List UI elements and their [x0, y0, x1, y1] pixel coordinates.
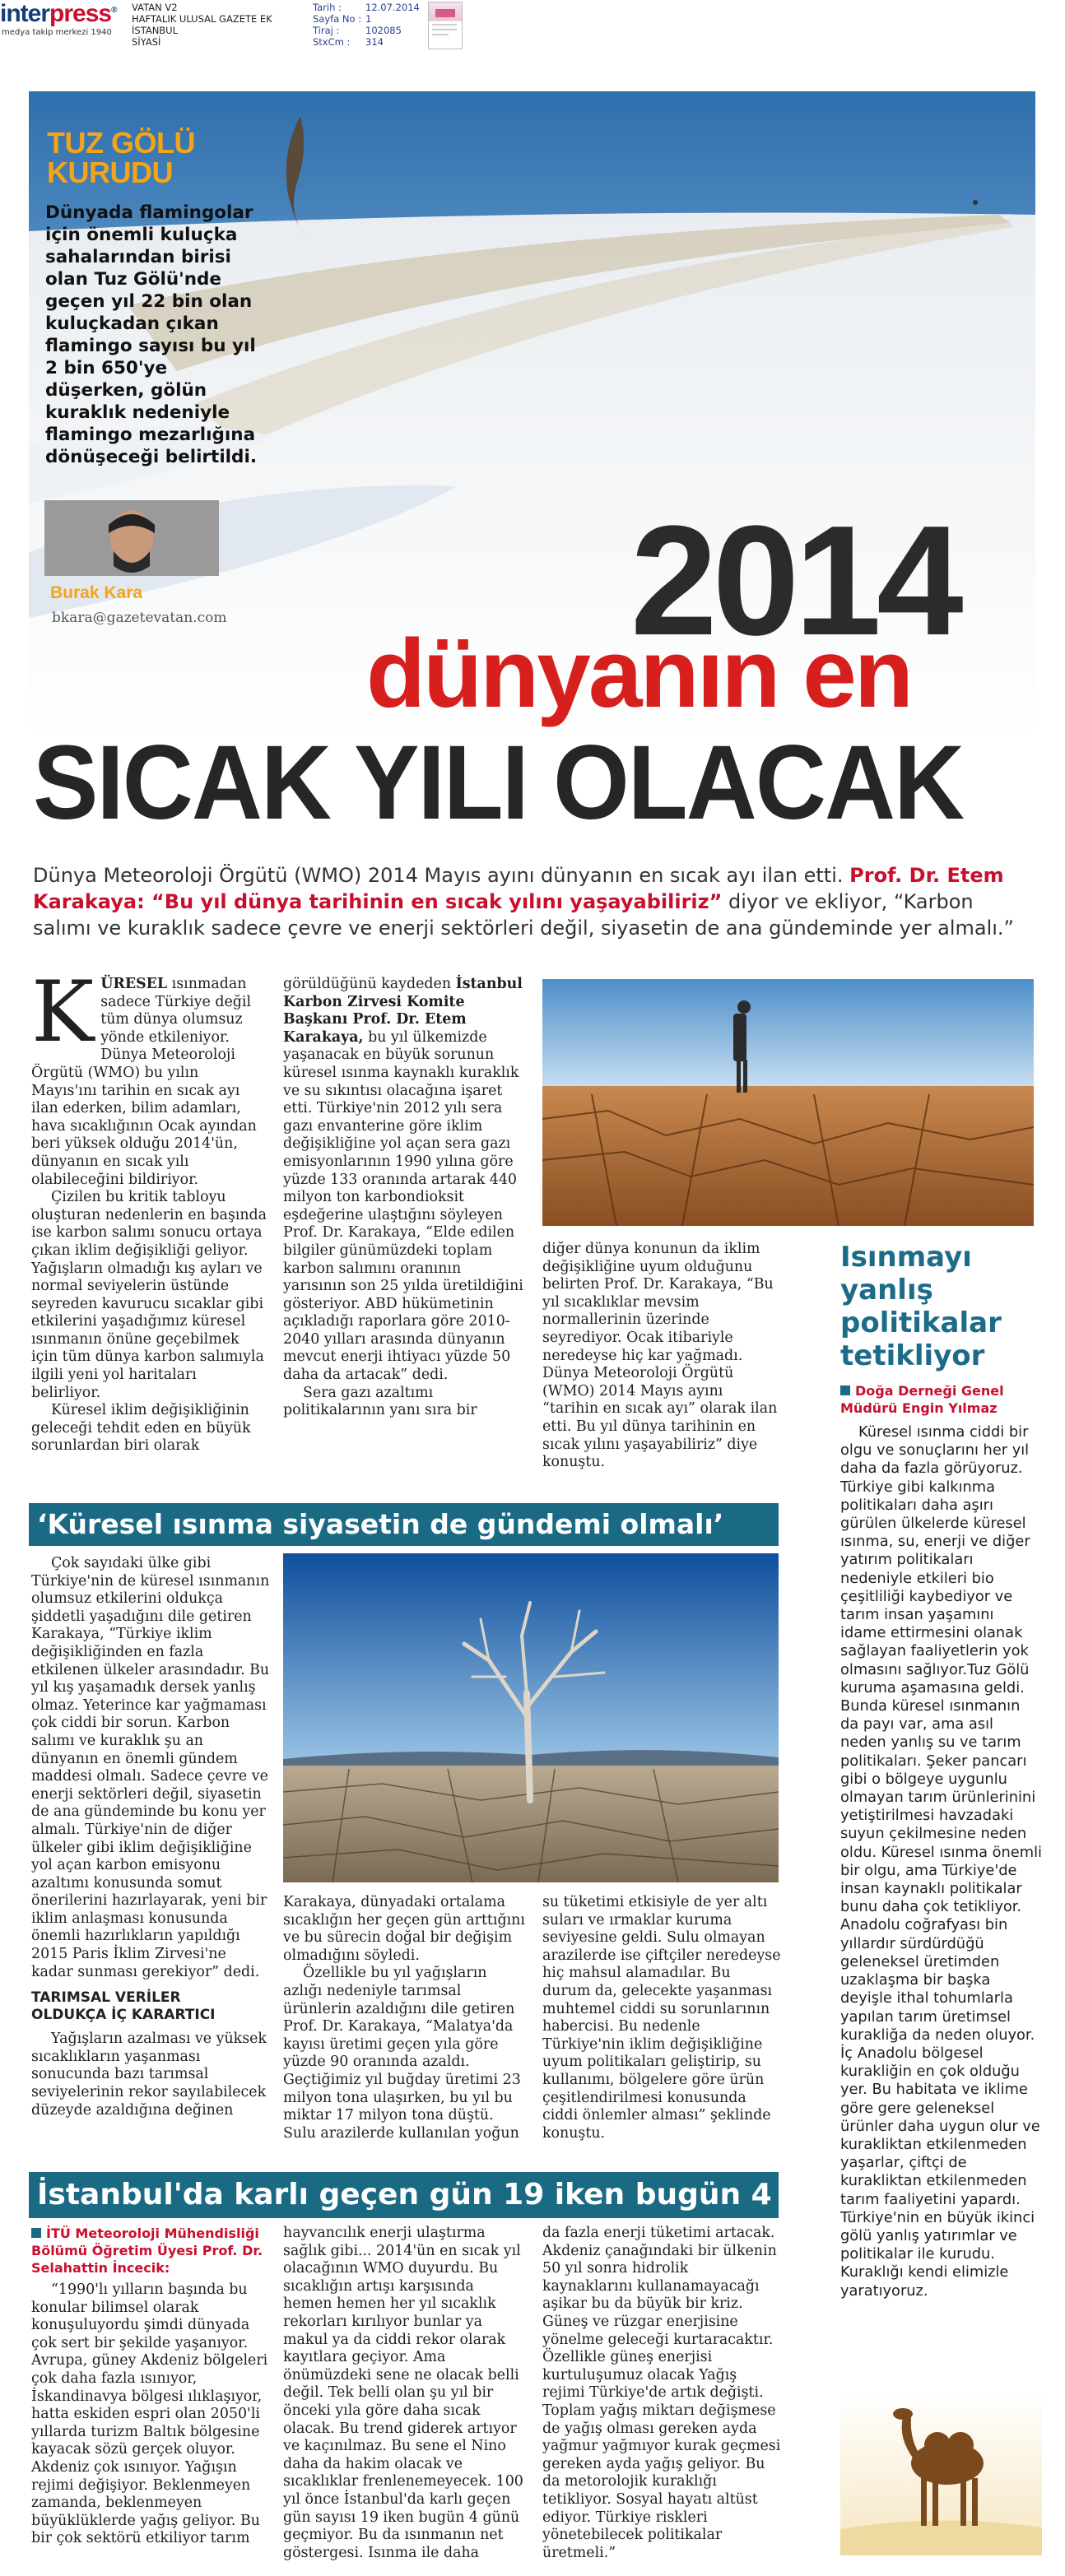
headline-main: SICAK YILI OLACAK: [33, 724, 964, 842]
kicker-lead: Dünyada flamingolar için önemli kuluçka sahalarından birisi olan Tuz Gölü'nde geçen yıl 22 bin olan kuluçkadan çıkan flamingo sayısı bu yıl 2 bin 650'ye düşerken, gölün kuraklık nedeniyle flamingo mezarlığına dönüşeceği belirtildi.: [45, 202, 257, 467]
square-bullet-icon: [31, 2228, 41, 2238]
author-email[interactable]: bkara@gazetevatan.com: [52, 610, 227, 626]
article1-col2: görüldüğünü kaydeden İstanbul Karbon Zirvesi Komite Başkanı Prof. Dr. Etem Karakaya, bu yıl ülkemizde yaşanacak en büyük sorunun küresel ısınma kaynaklı kuraklık ve su sıkıntısı olacağına işaret etti. Türkiye'nin 2012 yılı sera gazı envanterine göre iklim değişikliğine yol açan sera gazı emisyonlarının 1990 yılına göre yüzde 133 oranında artarak 440 milyon ton karbondioksit eşdeğerine ulaştığını söyleyen Prof. Dr. Karakaya, “Elde edilen bilgiler günümüzdeki toplam karbon salımını oranının yarısının son 25 yılda üretildiğini gösteriyor. ABD hükümetinin açıkladığı raporlara göre 2010-2040 yılları arasında dünyanın mevcut enerji ihtiyacı yüzde 50 daha da artacak” dedi. Sera gazı azaltımı politikalarının yanı sıra bir: [283, 976, 523, 1419]
article2-col3: su tüketimi etkisiyle de yer altı suları ve ırmaklar kuruma seviyesine geldi. Sulu olmayan arazilerde ise çiftçiler neredeyse hiç mahsul alamadılar. Bu durum da, gelecekte yaşanması muhtemel ciddi su sorunlarının habercisi. Bu nedenle Türkiye'nin iklim değişikliğine uyum politikaları geliştirip, su kullanımı, bölgelere göre ürün çeşitlendirilmesi konusunda ciddi önlemler alması” şeklinde konuştu.: [542, 1894, 781, 2142]
article3-col1: İTÜ Meteoroloji Mühendisliği Bölümü Öğretim Üyesi Prof. Dr. Selahattin İncecik: “1990'lı yılların başında bu konular bilimsel olarak konuşuluyordu şimdi dünyada çok sert bir şekilde yaşanıyor. Avrupa, güney Akdeniz bölgeleri çok daha fazla ısınıyor, İskandinavya bölgesi ılıklaşıyor, hatta eskiden espri olan 2050'li yıllarda turizm Baltık bölgesine kayacak sözü gerçek oluyor. Akdeniz çok ısınıyor. Yağışın rejimi değişiyor. Beklenmeyen zamanda, beklenmeyen büyüklüklerde yağış geliyor. Bu bir çok sektörü etkiliyor tarım: [31, 2225, 270, 2548]
headline-year: 2014: [630, 494, 959, 668]
author-photo: [44, 500, 219, 576]
article2-col1: Çok sayıdaki ülke gibi Türkiye'nin de küresel ısınmanın olumsuz etkilerini oldukça şiddetli yaşadığını dile getiren Karakaya, “Türkiye iklim değişikliğinden en fazla etkilenen ülkeler arasındadır. Bu yıl kış yaşamadık dersek yanlış olmaz. Yeterince kar yağmaması çok ciddi bir sorun. Karbon salımı ve kuraklık şu an dünyanın en önemli gündem maddesi olmalı. Sadece çevre ve enerji sektörleri değil, siyasetin de ana gündeminde bu konu yer almalı. Türkiye'nin de diğer ülkeler gibi iklim değişikliğine yol açan karbon emisyonu azaltımı konusunda somut önerilerini hazırlayarak, yeni bir iklim anlaşması konusunda önemli hazırlıkların yapıldığı 2015 Paris İklim Zirvesi'ne kadar sunması gerekiyor” dedi. TARIMSAL VERİLER OLDUKÇA İÇ KARARTICI Yağışların azalması ve yüksek sıcaklıkların yaşanması sonucunda bazı tarımsal seviyelerinin rekor sayılabilecek düzeyde azaldığına değinen: [31, 1555, 270, 2119]
pub-line: VATAN V2: [132, 2, 178, 13]
logo-tagline: medya takip merkezi 1940: [2, 28, 112, 37]
meta-label: Tarih: [313, 2, 336, 13]
meta-value: 1: [365, 13, 372, 25]
article3-col3: da fazla enerji tüketimi artacak. Akdeniz çanağındaki bir ülkenin 50 yıl sonra hidrolik kaynaklarını kullanamayacağı aşikar bu da büyük bir kriz. Güneş ve rüzgar enerjisine yönelme geleceği kurtaracaktır. Özellikle güneş enerjisi kurtuluşumuz olacak Yağış rejimi Türkiye'de artık değişti. Toplam yağış miktarı değişmese de yağış olması gereken ayda yağmur yağmıyor kurak geçmesi gereken ayda yağış geliyor. Bu da metorolojik kuraklığı tetikliyor. Sosyal hayatı altüst ediyor. Türkiye riskleri yönetebilecek politikalar üretmeli.”: [542, 2225, 781, 2561]
hero-photo: [29, 91, 1035, 741]
meta-label: StxCm: [313, 36, 344, 48]
page-thumbnail: [428, 2, 463, 49]
meta-value: 102085: [365, 25, 402, 36]
dead-tree-photo: [283, 1553, 779, 1882]
meta-value: 314: [365, 36, 384, 48]
publication-info: [132, 2, 272, 48]
subline: Dünya Meteoroloji Örgütü (WMO) 2014 Mayıs ayını dünyanın en sıcak ayı ilan etti. Prof. Dr. Etem Karakaya: “Bu yıl dünya tarihinin en sıcak yılını yaşayabiliriz” diyor ve ekliyor, “Karbon salımı ve kuraklık sadece çevre ve enerji sektörleri değil, siyasetin de ana gündeminde yer almalı.”: [33, 864, 1014, 940]
pub-line: SİYASİ: [132, 36, 161, 48]
article1-col3: diğer dünya konunun da iklim değişikliğine uyum olduğunu belirten Prof. Dr. Karakaya, “Bu yıl sıcaklıklar mevsim normallerinin üzerinde seyrediyor. Ocak itibariyle neredeyse hiç kar yağmadı. Dünya Meteoroloji Örgütü (WMO) 2014 Mayıs ayını “tarihin en sıcak ayı” olarak ilan etti. Bu yıl dünya tarihinin en sıcak yılını yaşayabiliriz” diye konuştu.: [542, 1241, 778, 1471]
article2-col2: Karakaya, dünyadaki ortalama sıcaklığın her geçen gün arttığını ve bu sürecin doğal bir değişim olmadığını söyledi. Özellikle bu yıl yağışların azlığı nedeniyle tarımsal ürünlerin azaldığını dile getiren Prof. Dr. Karakaya, “Malatya'da kayısı üretimi geçen yıla göre yüzde 90 oranında azaldı. Geçtiğimiz yıl buğday üretimi 23 milyon tona ulaşırken, bu yıl bu miktar 17 milyon tona düştü. Sulu arazilerde kullanılan yoğun: [283, 1894, 525, 2142]
sidebar-text: Küresel ısınma ciddi bir olgu ve sonuçlarını her yıl daha da fazla görüyoruz. Türkiye gibi kalkınma politikaları daha aşırı gürülen ülkelerde küresel ısınma, su, enerji ve diğer yatırım politikaları nedeniyle etkileri bio çeşitliliği kaybediyor ve tarım insan yaşamını idame ettirmesini olanak sağlayan faaliyetlerin yok olmasını sağlıyor.Tuz Gölü kuruma aşamasına geldi. Bunda küresel ısınmanın da payı var, ama asıl neden yanlış su ve tarım politikaları. Şeker pancarı gibi o bölgeye uygunlu olmayan tarım ürünlerinini yetiştirilmesi havzadaki suyun çekilmesine neden oldu. Küresel ısınma önemli bir olgu, ama Türkiye'de insan kaynaklı politikalar bunu daha çok tetikliyor. Anadolu coğrafyası bin yıllardır sürdürdüğü geleneksel üretimden uzaklaşma bir başka deyişle ithal tohumlarla yapılan tarım üretimsel kurakliğa da neden oluyor. İç Anadolu bölgesel kurakliğin en çok olduğu yer. Bu habitata ve iklime göre gere geleneksel ürünler daha uygun olur ve kurakliktan etkilenmeden yaşarlar, çiftçi de kurakliktan etkilenmeden tarım faaliyetini yapardı. Türkiye'nin en büyük ikinci gölü yanlış yatırımlar ve politikalar ile kurudu. Kuraklığı kendi elimizle yaratıyoruz.: [840, 1423, 1042, 2300]
sidebar-byline: Doğa Derneği Genel Müdürü Engin Yılmaz: [840, 1383, 1004, 1416]
pub-line: İSTANBUL: [132, 25, 179, 36]
pub-line: HAFTALIK ULUSAL GAZETE EK: [132, 13, 272, 25]
kicker-title: TUZ GÖLÜ KURUDU: [47, 126, 195, 189]
drought-photo: [542, 979, 1034, 1226]
cracked-earth-photo: [542, 979, 1034, 1226]
article3-byline: İTÜ Meteoroloji Mühendisliği Bölümü Öğretim Üyesi Prof. Dr. Selahattin İncecik:: [31, 2226, 263, 2276]
interpress-logo: interpress®: [0, 0, 117, 27]
camel-illustration: [840, 2389, 1042, 2555]
sidebar: [840, 1241, 1042, 2300]
camel-icon: [840, 2389, 1042, 2555]
author-name: Burak Kara: [50, 583, 143, 602]
meta-label: Sayfa No: [313, 13, 356, 25]
meta-values: [365, 2, 420, 48]
author-portrait-icon: [44, 500, 219, 576]
subhead-agriculture: TARIMSAL VERİLER OLDUKÇA İÇ KARARTICI: [31, 1989, 216, 2024]
banner-climate-politics: ‘Küresel ısınma siyasetin de gündemi olmalı’: [29, 1503, 779, 1546]
subline-quote: Prof. Dr. Etem Karakaya: “Bu yıl dünya tarihinin en sıcak yılını yaşayabiliriz”: [33, 864, 1004, 913]
meta-value: 12.07.2014: [365, 2, 420, 13]
banner-istanbul-snow: İstanbul'da karlı geçen gün 19 iken bugün 4: [29, 2172, 779, 2218]
sidebar-title: Isınmayı yanlış politikalar tetikliyor: [840, 1241, 1002, 1372]
dead-tree-icon: [283, 1553, 779, 1882]
square-bullet-icon: [840, 1385, 850, 1395]
dropcap: K: [31, 963, 95, 1061]
meta-labels: Tarih : Sayfa No : Tiraj : StxCm :: [313, 2, 362, 48]
headline-red: dünyanın en: [366, 620, 911, 728]
article3-col2: hayvancılık enerji ulaştırma sağlık gibi... 2014'ün en sıcak yıl olacağının WMO duyurdu. Bu sıcaklığın artışı karşısında hemen hemen her yıl sıcaklık rekorları kırılıyor bunlar ya makul ya da ciddi rekor olarak kayıtlara geçiyor. Ama önümüzdeki sene ne olacak belli değil. Tek belli olan şu yıl bir önceki yıla göre daha sıcak olacak. Bu trend giderek artıyor ve kaçınılmaz. Bu sene el Nino daha da hakim olacak ve sıcaklıklar frenlenemeyecek. 100 yıl önce İstanbul'da karlı geçen gün sayısı 19 iken bugün 4 günü geçmiyor. Bu da ısınmanın net göstergesi. Isınma ile daha: [283, 2225, 523, 2561]
meta-label: Tiraj: [313, 25, 333, 36]
article1-col1: K ÜRESEL ısınmadan sadece Türkiye değil tüm dünya olumsuz yönde etkileniyor. Dünya Meteoroloji Örgütü (WMO) bu yılın Mayıs'ını tarihin en sıcak ayı ilan ederken, bilim adamları, hava sıcaklığının Ocak ayından beri yüksek olduğu 2014'ün, dünyanın en sıcak yılı olabileceğini bildiriyor. Çizilen bu kritik tabloyu oluşturan nedenlerin en başında ise karbon salımı sonucu ortaya çıkan iklim değişikliği geliyor. Yağışların olmadığı kış ayları ve normal seviyelerin üstünde seyreden kavurucu sıcaklar gibi etkilerini yaşadığımız küresel ısınmanın önüne geçebilmek için tüm dünya karbon salımıyla ilgili yeni yol haritaları belirliyor. Küresel iklim değişikliğinin geleceği tehdit eden en büyük sorunlardan biri olarak: [31, 963, 267, 1455]
